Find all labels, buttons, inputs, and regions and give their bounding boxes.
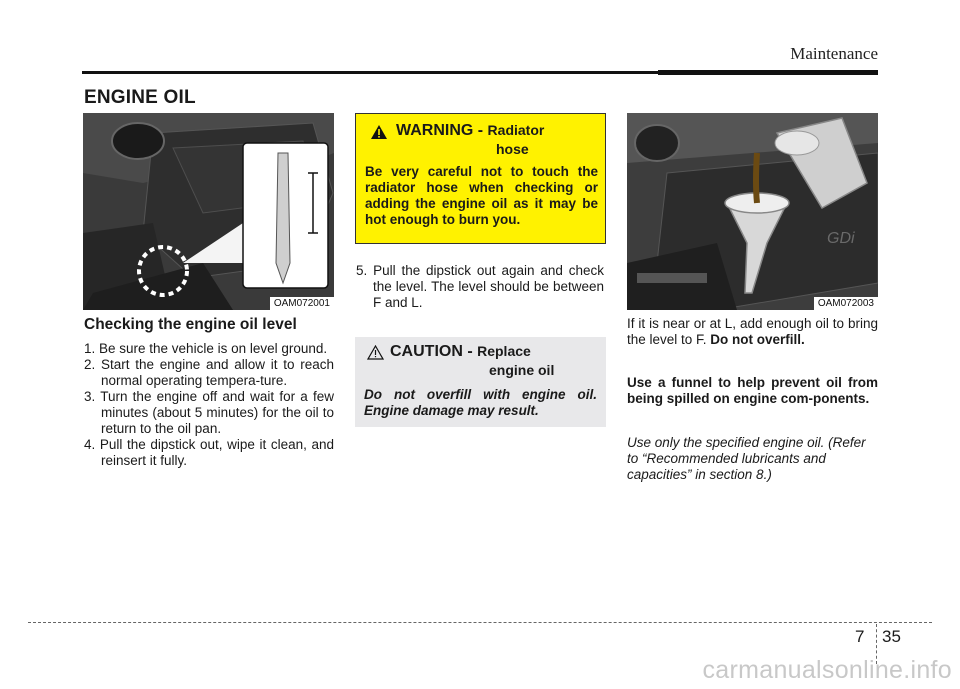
caution-title: CAUTION - Replace <box>390 343 531 360</box>
engine-cover-logo: GDi <box>827 230 855 247</box>
engine-dipstick-illustration <box>83 113 334 310</box>
section-subheading: Checking the engine oil level <box>84 316 297 333</box>
step-item: 4. Pull the dipstick out, wipe it clean, and reinsert it fully. <box>84 437 334 468</box>
section-title: Maintenance <box>790 44 878 63</box>
warning-body: Be very careful not to touch the radiator hose when checking or adding the engine oil as it may be hot enough to burn you. <box>365 164 598 227</box>
page-number: 35 <box>882 627 901 646</box>
footer-rule <box>28 622 932 623</box>
watermark-text: carmanualsonline.info <box>702 656 952 684</box>
caution-box <box>355 337 606 427</box>
oil-funnel-photo <box>627 113 878 310</box>
step-item: 1. Be sure the vehicle is on level ground. <box>84 341 328 356</box>
step-item: 3. Turn the engine off and wait for a few minutes (about 5 minutes) for the oil to return to the oil pan. <box>84 389 334 436</box>
steps-list <box>84 341 334 469</box>
caution-triangle-icon <box>367 345 384 360</box>
photo-caption: OAM072003 <box>814 297 878 310</box>
step-item: 2. Start the engine and allow it to reach normal operating tempera-ture. <box>84 357 334 388</box>
oil-funnel-illustration <box>627 113 878 310</box>
refill-instruction: If it is near or at L, add enough oil to bring the level to F. Do not overfill. <box>627 316 878 347</box>
warning-title: WARNING - Radiator <box>396 122 545 139</box>
caution-body: Do not overfill with engine oil. Engine damage may result. <box>364 387 597 418</box>
funnel-tip: Use a funnel to help prevent oil from being spilled on engine com-ponents. <box>627 375 878 406</box>
warning-triangle-icon <box>370 124 388 140</box>
warning-title-line2: hose <box>496 141 529 157</box>
warning-box <box>355 113 606 244</box>
header-rule-accent <box>658 70 878 75</box>
oil-spec-note: Use only the specified engine oil. (Refer to “Recommended lubricants and capacities” in section 8.) <box>627 435 866 482</box>
photo-caption: OAM072001 <box>270 297 334 310</box>
caution-title-line2: engine oil <box>489 362 555 378</box>
page-heading: ENGINE OIL <box>84 87 196 108</box>
step-5: 5. Pull the dipstick out again and check the level. The level should be between F and L. <box>356 263 604 310</box>
engine-dipstick-photo <box>83 113 334 310</box>
chapter-number: 7 <box>855 627 865 646</box>
